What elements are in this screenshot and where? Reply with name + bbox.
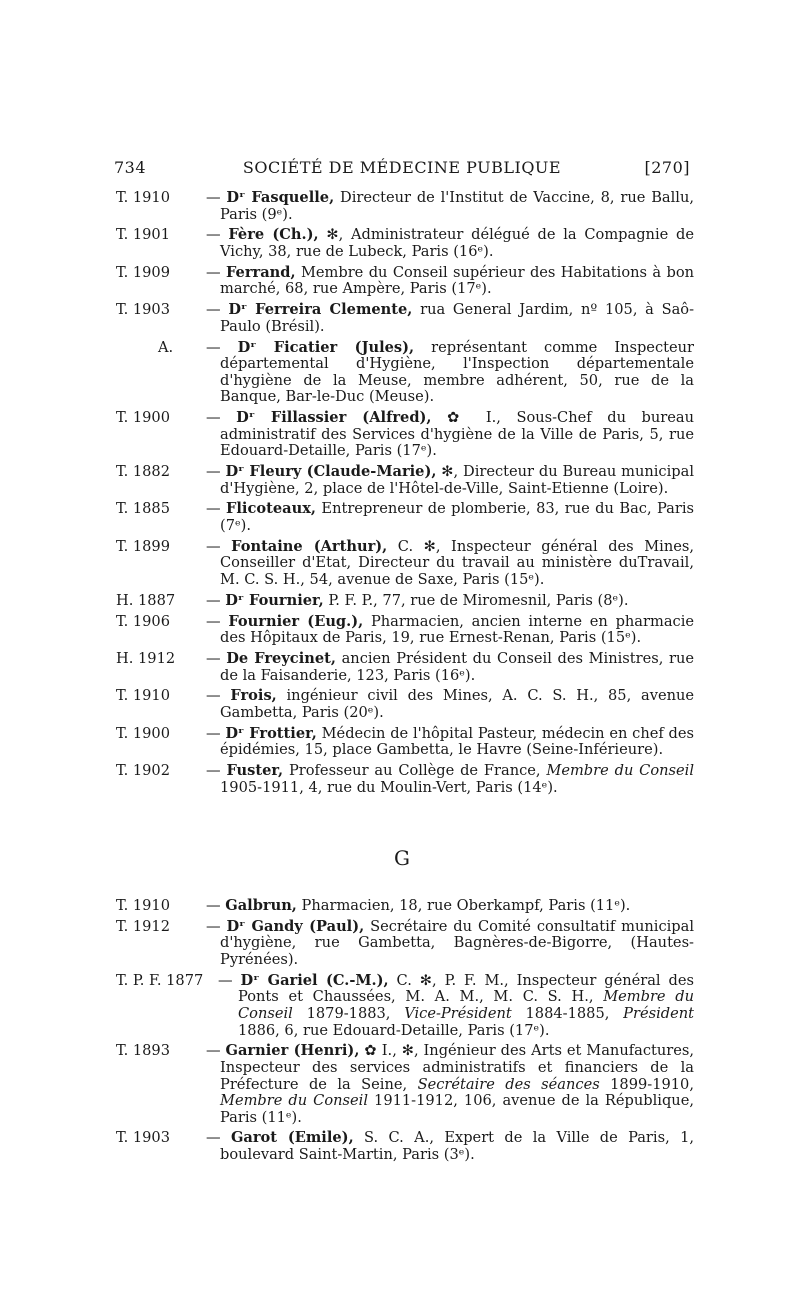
entry-text	[114, 1130, 694, 1163]
entry-dash: —	[206, 338, 238, 356]
entry-details: représentant comme Inspecteur départemental d'Hygiène, l'Inspection départementale d'hygiène de la Meuse, membre adhérent, 50, rue de la Banque, Bar-le-Duc (Meuse).	[220, 338, 694, 406]
membership-code: T. 1910	[116, 687, 171, 705]
entry-text	[114, 227, 694, 260]
entry-dash: —	[206, 463, 226, 481]
member-name: Dʳ Fournier,	[225, 591, 324, 609]
running-title: SOCIÉTÉ DE MÉDECINE PUBLIQUE	[242, 158, 562, 177]
entry-text	[114, 763, 694, 796]
member-name: Dʳ Fasquelle,	[226, 189, 335, 206]
membership-code: H. 1912	[116, 649, 176, 667]
entry-text	[114, 464, 694, 497]
membership-code: T. 1902	[116, 762, 171, 780]
entry-role: Membre du Conseil	[238, 988, 694, 1022]
entry-text	[114, 265, 694, 298]
entry-text	[114, 688, 694, 721]
entry-dash: —	[206, 226, 229, 244]
member-list-g	[114, 898, 694, 1168]
member-entry	[114, 763, 694, 796]
entry-dash: —	[206, 591, 226, 609]
page-header	[114, 154, 690, 180]
membership-code: T. 1901	[116, 226, 171, 244]
entry-details: C. ✻, P. F. M., Inspecteur général des Ponts et Chaussées, M. A. M., M. C. S. H.,	[238, 971, 695, 1006]
member-entry	[114, 593, 694, 610]
member-entry	[114, 726, 694, 759]
member-list-f	[114, 190, 694, 800]
membership-code: T. 1900	[116, 724, 171, 742]
entry-dash: —	[218, 971, 241, 989]
entry-details: Entrepreneur de plomberie, 83, rue du Bac, Paris (7ᵉ).	[220, 500, 695, 534]
entry-role: Président	[623, 1004, 694, 1022]
entry-text	[114, 340, 694, 406]
entry-details: 1905-1911, 4, rue du Moulin-Vert, Paris (14ᵉ).	[220, 778, 558, 796]
membership-code: T. 1903	[116, 1129, 171, 1147]
membership-code: T. 1910	[116, 189, 171, 206]
member-name: Dʳ Fleury (Claude-Marie),	[225, 463, 437, 481]
section-reference: [270]	[644, 158, 690, 177]
entry-details: ✻, Administrateur délégué de la Compagnie de Vichy, 38, rue de Lubeck, Paris (16ᵉ).	[220, 226, 694, 260]
entry-details: Pharmacien, ancien interne en pharmacie des Hôpitaux de Paris, 19, rue Ernest-Renan, Paris (15ᵉ).	[220, 612, 694, 647]
entry-dash: —	[206, 263, 226, 281]
entry-details: ✿ I., ✻, Ingénieur des Arts et Manufactures, Inspecteur des services administratifs et financiers de la Préfecture de la Seine,	[220, 1042, 695, 1093]
membership-code: T. 1910	[116, 897, 171, 914]
entry-dash: —	[206, 1042, 226, 1060]
entry-details: 1911-1912, 106, avenue de la République, Paris (11ᵉ).	[220, 1092, 694, 1126]
entry-details: S. C. A., Expert de la Ville de Paris, 1, boulevard Saint-Martin, Paris (3ᵉ).	[220, 1129, 694, 1164]
entry-details: Membre du Conseil supérieur des Habitations à bon marché, 68, rue Ampère, Paris (17ᵉ).	[220, 263, 694, 298]
entry-details: ancien Président du Conseil des Ministres, rue de la Faisanderie, 123, Paris (16ᵉ).	[220, 649, 695, 684]
member-entry	[114, 464, 694, 497]
entry-details: ✻, Directeur du Bureau municipal d'Hygiène, 2, place de l'Hôtel-de-Ville, Saint-Etienne (Loire).	[220, 463, 694, 497]
member-entry	[114, 227, 694, 260]
entry-text	[114, 919, 694, 969]
page-number: 734	[114, 158, 147, 177]
entry-dash: —	[206, 537, 232, 555]
entry-role: Membre du Conseil	[220, 1092, 368, 1110]
member-name: Dʳ Gandy (Paul),	[226, 917, 365, 935]
member-name: Frois,	[230, 687, 277, 705]
membership-code: T. 1882	[116, 463, 171, 481]
membership-code: T. 1903	[116, 301, 171, 319]
entry-text	[114, 410, 694, 460]
member-name: Fournier (Eug.),	[228, 612, 364, 630]
member-entry	[114, 190, 694, 223]
section-letter: G	[394, 846, 410, 870]
membership-code: T. 1900	[116, 409, 171, 427]
membership-code: T. 1906	[116, 612, 171, 630]
membership-code: A.	[158, 338, 174, 356]
entry-details: Directeur de l'Institut de Vaccine, 8, rue Ballu, Paris (9ᵉ).	[220, 189, 695, 223]
member-name: Ferrand,	[225, 263, 296, 281]
entry-dash: —	[206, 189, 227, 206]
entry-dash: —	[206, 917, 227, 935]
entry-details: Professeur au Collège de France,	[283, 762, 547, 780]
entry-text	[114, 539, 694, 589]
member-name: Fuster,	[226, 762, 284, 780]
member-name: De Freycinet,	[226, 649, 336, 667]
entry-dash: —	[206, 612, 229, 630]
entry-details: 1886, 6, rue Edouard-Detaille, Paris (17ᵉ).	[238, 1021, 550, 1039]
entry-dash: —	[206, 500, 227, 518]
member-name: Garnier (Henri),	[225, 1042, 360, 1060]
entry-details: Pharmacien, 18, rue Oberkampf, Paris (11ᵉ).	[296, 897, 631, 914]
membership-code: T. 1899	[116, 537, 171, 555]
member-entry	[114, 898, 694, 915]
entry-details: C. ✻, Inspecteur général des Mines, Conseiller d'Etat, Directeur du travail au ministère duTravail, M. C. S. H., 54, avenue de Saxe, Paris (15ᵉ).	[220, 537, 694, 588]
member-entry	[114, 501, 694, 534]
entry-text	[114, 898, 694, 915]
entry-dash: —	[206, 687, 231, 705]
member-entry	[114, 302, 694, 335]
entry-dash: —	[206, 409, 237, 427]
entry-details: ingénieur civil des Mines, A. C. S. H., 85, avenue Gambetta, Paris (20ᵉ).	[220, 687, 695, 721]
member-entry	[114, 614, 694, 647]
entry-details: Médecin de l'hôpital Pasteur, médecin en chef des épidémies, 15, place Gambetta, le Havre (Seine-Inférieure).	[220, 724, 694, 759]
entry-role: Secrétaire des séances	[417, 1075, 600, 1093]
member-entry	[114, 973, 694, 1039]
member-entry	[114, 919, 694, 969]
member-entry	[114, 688, 694, 721]
membership-code: T. 1885	[116, 500, 171, 518]
entry-text	[114, 651, 694, 684]
member-name: Garot (Emile),	[230, 1129, 354, 1147]
entry-dash: —	[206, 897, 226, 914]
member-entry	[114, 1130, 694, 1163]
member-entry	[114, 340, 694, 406]
member-name: Dʳ Gariel (C.-M.),	[240, 971, 389, 989]
member-name: Galbrun,	[225, 897, 297, 914]
entry-role: Membre du Conseil	[546, 762, 694, 780]
entry-text	[114, 190, 694, 223]
entry-dash: —	[206, 762, 227, 780]
member-entry	[114, 410, 694, 460]
member-name: Fère (Ch.),	[228, 226, 319, 244]
entry-role: Vice-Président	[404, 1004, 512, 1022]
entry-text	[114, 501, 694, 534]
membership-code: H. 1887	[116, 591, 176, 609]
entry-details: P. F. P., 77, rue de Miromesnil, Paris (8ᵉ).	[323, 591, 629, 609]
entry-details: Secrétaire du Comité consultatif municipal d'hygiène, rue Gambetta, Bagnères-de-Bigorre, (Hautes-Pyrénées).	[220, 917, 695, 968]
member-name: Dʳ Ferreira Clemente,	[228, 301, 413, 319]
entry-text	[114, 593, 694, 610]
entry-details: 1899-1910,	[599, 1075, 694, 1093]
entry-text	[114, 302, 694, 335]
member-entry	[114, 651, 694, 684]
entry-text	[114, 1043, 694, 1126]
membership-code: T. 1893	[116, 1042, 171, 1060]
entry-details: rua General Jardim, nº 105, à Saô-Paulo (Brésil).	[220, 301, 695, 335]
entry-dash: —	[206, 301, 229, 319]
member-entry	[114, 539, 694, 589]
entry-details: 1884-1885,	[511, 1004, 624, 1022]
member-name: Dʳ Ficatier (Jules),	[237, 338, 415, 356]
member-entry	[114, 265, 694, 298]
member-name: Dʳ Fillassier (Alfred),	[236, 409, 432, 427]
entry-details: ✿ I., Sous-Chef du bureau administratif des Services d'hygiène de la Ville de Paris, 5, rue Edouard-Detaille, Paris (17ᵉ).	[220, 409, 694, 460]
member-entry	[114, 1043, 694, 1126]
membership-code: T. P. F. 1877	[116, 971, 204, 989]
entry-text	[114, 614, 694, 647]
member-name: Fontaine (Arthur),	[231, 537, 388, 555]
membership-code: T. 1909	[116, 263, 171, 281]
entry-details: 1879-1883,	[292, 1004, 405, 1022]
member-name: Flicoteaux,	[226, 500, 316, 518]
member-name: Dʳ Frottier,	[225, 724, 317, 742]
entry-dash: —	[206, 649, 227, 667]
entry-text	[114, 726, 694, 759]
membership-code: T. 1912	[116, 917, 171, 935]
entry-dash: —	[206, 724, 226, 742]
entry-dash: —	[206, 1129, 231, 1147]
